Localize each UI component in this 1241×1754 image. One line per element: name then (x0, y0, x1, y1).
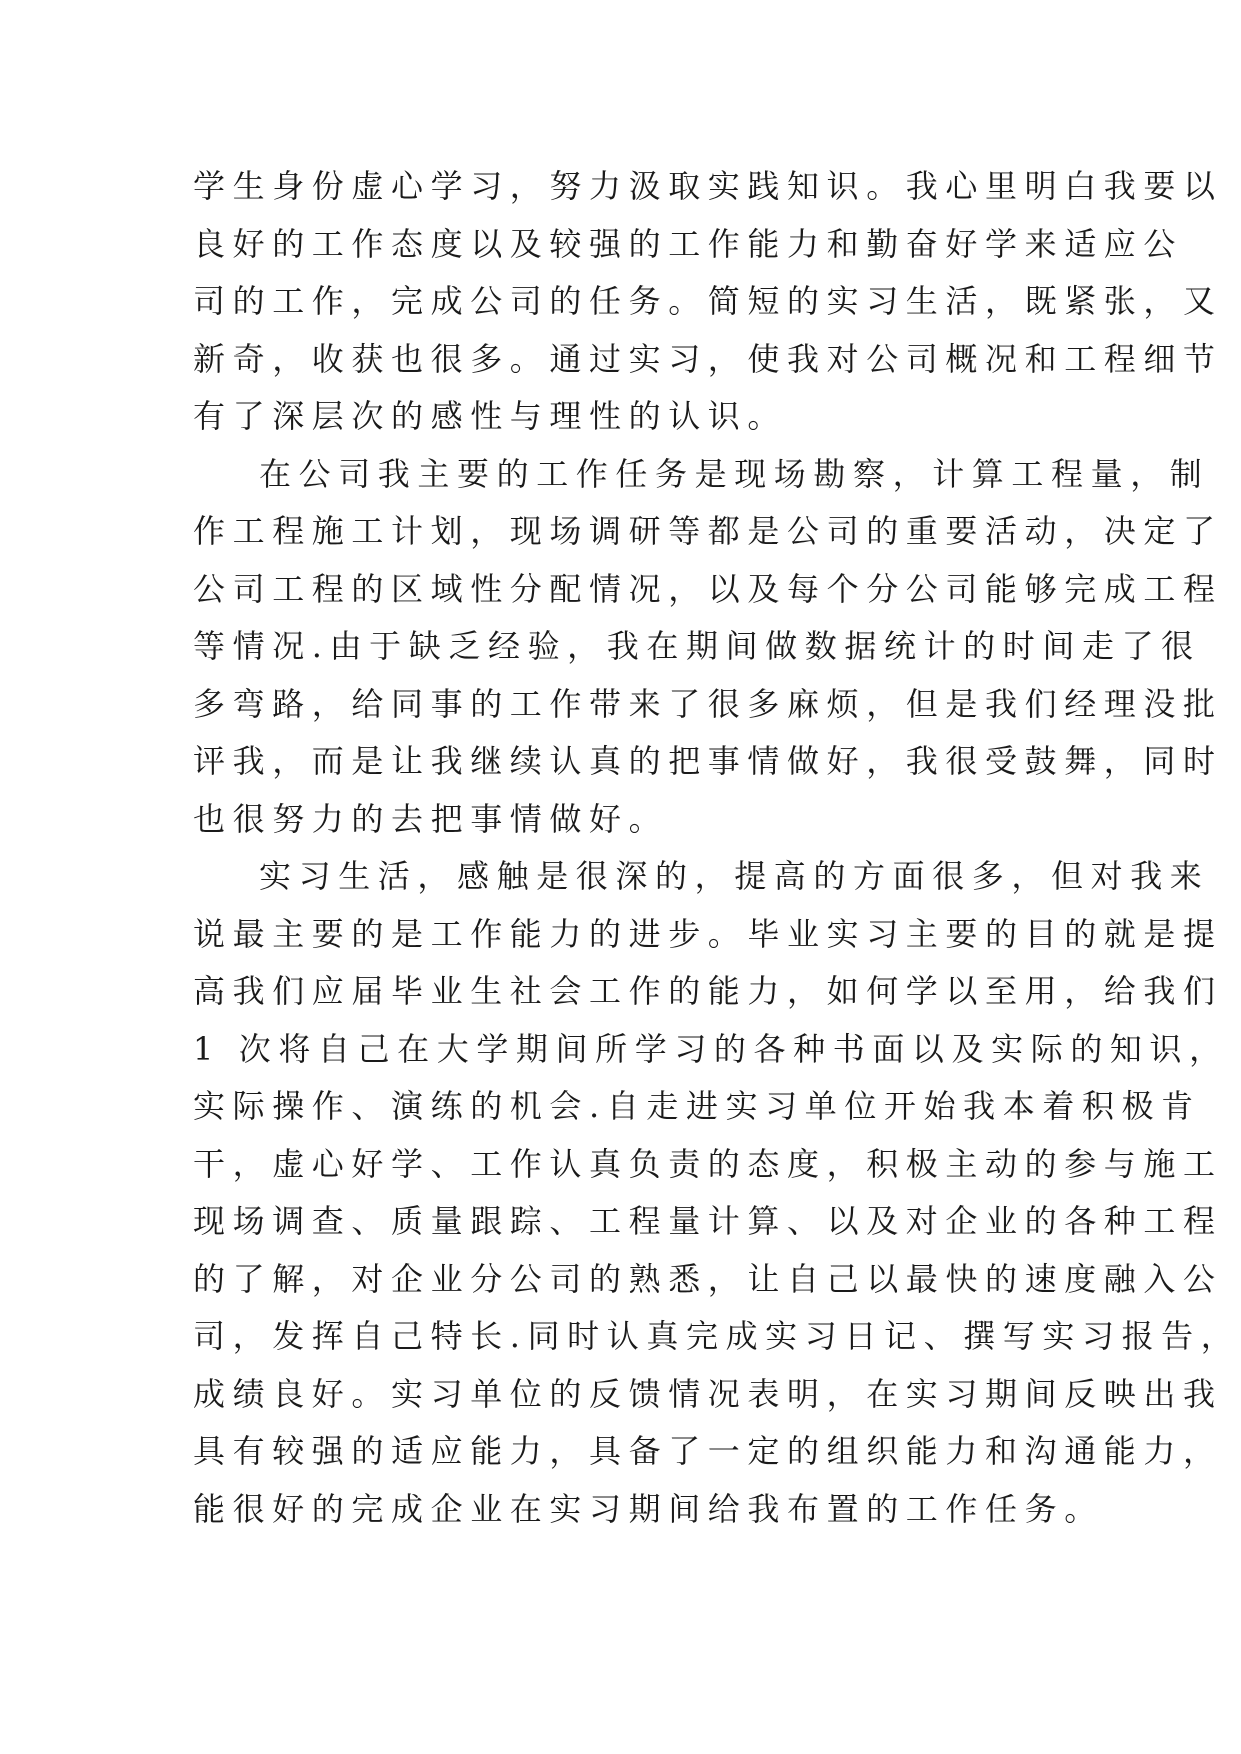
text-line: 司的工作，完成公司的任务。简短的实习生活，既紧张，又 (193, 282, 1223, 320)
text-line: 也很努力的去把事情做好。 (193, 799, 669, 838)
paragraph-2 (193, 446, 1223, 849)
text-line: 实际操作、演练的机会.自走进实习单位开始我本着积极肯 (193, 1087, 1201, 1125)
text-line: 新奇，收获也很多。通过实习，使我对公司概况和工程细节 (193, 339, 1223, 378)
text-line: 司，发挥自己特长.同时认真完成实习日记、撰写实习报告， (193, 1317, 1241, 1355)
document-body (193, 158, 1241, 1538)
text-line: 良好的工作态度以及较强的工作能力和勤奋好学来适应公 (193, 224, 1184, 263)
paragraph-1 (193, 158, 1223, 446)
text-line: 等情况.由于缺乏经验，我在期间做数据统计的时间走了很 (193, 627, 1201, 665)
text-line: 多弯路，给同事的工作带来了很多麻烦，但是我们经理没批 (193, 684, 1223, 723)
text-line: 现场调查、质量跟踪、工程量计算、以及对企业的各种工程 (193, 1202, 1223, 1240)
text-line: 具有较强的适应能力，具备了一定的组织能力和沟通能力， (193, 1432, 1223, 1470)
text-line: 干，虚心好学、工作认真负责的态度，积极主动的参与施工 (193, 1144, 1223, 1183)
text-line: 作工程施工计划，现场调研等都是公司的重要活动，决定了 (193, 512, 1223, 550)
text-line: 的了解，对企业分公司的熟悉，让自己以最快的速度融入公 (193, 1259, 1223, 1298)
text-line: 有了深层次的感性与理性的认识。 (193, 397, 788, 435)
text-line: 实习生活，感触是很深的，提高的方面很多，但对我来 (259, 857, 1210, 895)
text-line: 说最主要的是工作能力的进步。毕业实习主要的目的就是提 (193, 914, 1223, 953)
text-line: 公司工程的区域性分配情况，以及每个分公司能够完成工程 (193, 569, 1223, 608)
text-line: 1 次将自己在大学期间所学习的各种书面以及实际的知识， (193, 1029, 1229, 1068)
paragraph-3 (193, 848, 1241, 1538)
text-line: 在公司我主要的工作任务是现场勘察，计算工程量，制 (259, 454, 1210, 493)
text-line: 高我们应届毕业生社会工作的能力，如何学以至用，给我们 (193, 972, 1223, 1010)
text-line: 学生身份虚心学习，努力汲取实践知识。我心里明白我要以 (193, 167, 1223, 205)
text-line: 能很好的完成企业在实习期间给我布置的工作任务。 (193, 1489, 1104, 1528)
text-line: 成绩良好。实习单位的反馈情况表明，在实习期间反映出我 (193, 1374, 1223, 1413)
text-line: 评我，而是让我继续认真的把事情做好，我很受鼓舞，同时 (193, 742, 1223, 780)
